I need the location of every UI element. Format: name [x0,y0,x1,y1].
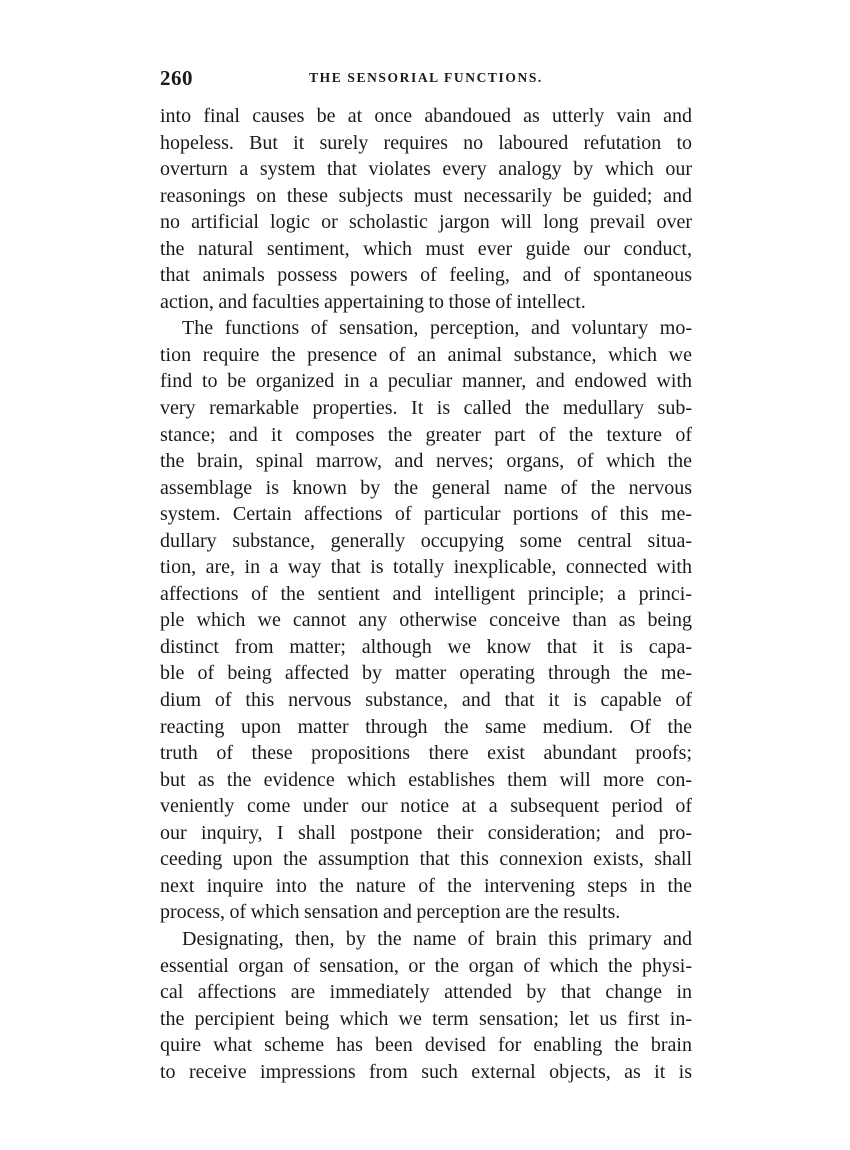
text-line: reacting upon matter through the same medium. Of the [160,715,692,738]
text-line: next inquire into the nature of the intervening steps in the [160,874,692,897]
text-line: assemblage is known by the general name of the nervous [160,476,692,499]
text-line: reasonings on these subjects must necessarily be guided; and [160,184,692,207]
text-line: quire what scheme has been devised for enabling the brain [160,1034,692,1057]
text-line: tion require the presence of an animal substance, which we [160,343,692,366]
body-text [160,103,692,1085]
text-line: our inquiry, I shall postpone their consideration; and pro- [160,821,692,844]
text-line: hopeless. But it surely requires no laboured refutation to [160,131,692,154]
text-line: dium of this nervous substance, and that it is capable of [160,689,692,712]
text-line: ble of being affected by matter operating through the me- [160,662,692,685]
text-line: action, and faculties appertaining to those of intellect. [160,290,586,313]
text-line: system. Certain affections of particular portions of this me- [160,503,692,526]
text-line: to receive impressions from such external objects, as it is [160,1060,692,1083]
chapter-title: THE SENSORIAL FUNCTIONS. [309,70,543,85]
text-line: essential organ of sensation, or the organ of which the physi- [160,954,692,977]
text-line: that animals possess powers of feeling, and of spontaneous [160,264,692,287]
text-line: find to be organized in a peculiar manner, and endowed with [160,370,692,393]
page-number: 260 [160,66,193,90]
text-line: ceeding upon the assumption that this connexion exists, shall [160,848,692,871]
text-line: The functions of sensation, perception, and voluntary mo- [182,317,692,340]
text-line: the percipient being which we term sensation; let us first in- [160,1007,692,1030]
text-line: veniently come under our notice at a subsequent period of [160,795,692,818]
text-line: cal affections are immediately attended by that change in [160,981,692,1004]
text-line: very remarkable properties. It is called the medullary sub- [160,397,692,420]
text-line: truth of these propositions there exist abundant proofs; [160,742,692,765]
text-line: affections of the sentient and intelligent principle; a princi- [160,582,692,605]
text-line: the natural sentiment, which must ever guide our conduct, [160,237,692,260]
text-line: distinct from matter; although we know that it is capa- [160,635,692,658]
text-line: but as the evidence which establishes them will more con- [160,768,692,791]
text-line: dullary substance, generally occupying some central situa- [160,529,692,552]
text-line: overturn a system that violates every analogy by which our [160,158,692,181]
text-line: no artificial logic or scholastic jargon will long prevail over [160,211,692,234]
text-line: ple which we cannot any otherwise conceive than as being [160,609,692,632]
running-head [160,66,692,94]
text-line: tion, are, in a way that is totally inexplicable, connected with [160,556,692,579]
text-line: the brain, spinal marrow, and nerves; organs, of which the [160,450,692,473]
text-line: stance; and it composes the greater part of the texture of [160,423,692,446]
text-line: into final causes be at once abandoued as utterly vain and [160,105,692,127]
text-line: process, of which sensation and perception are the results. [160,901,621,924]
text-line: Designating, then, by the name of brain this primary and [182,927,692,950]
